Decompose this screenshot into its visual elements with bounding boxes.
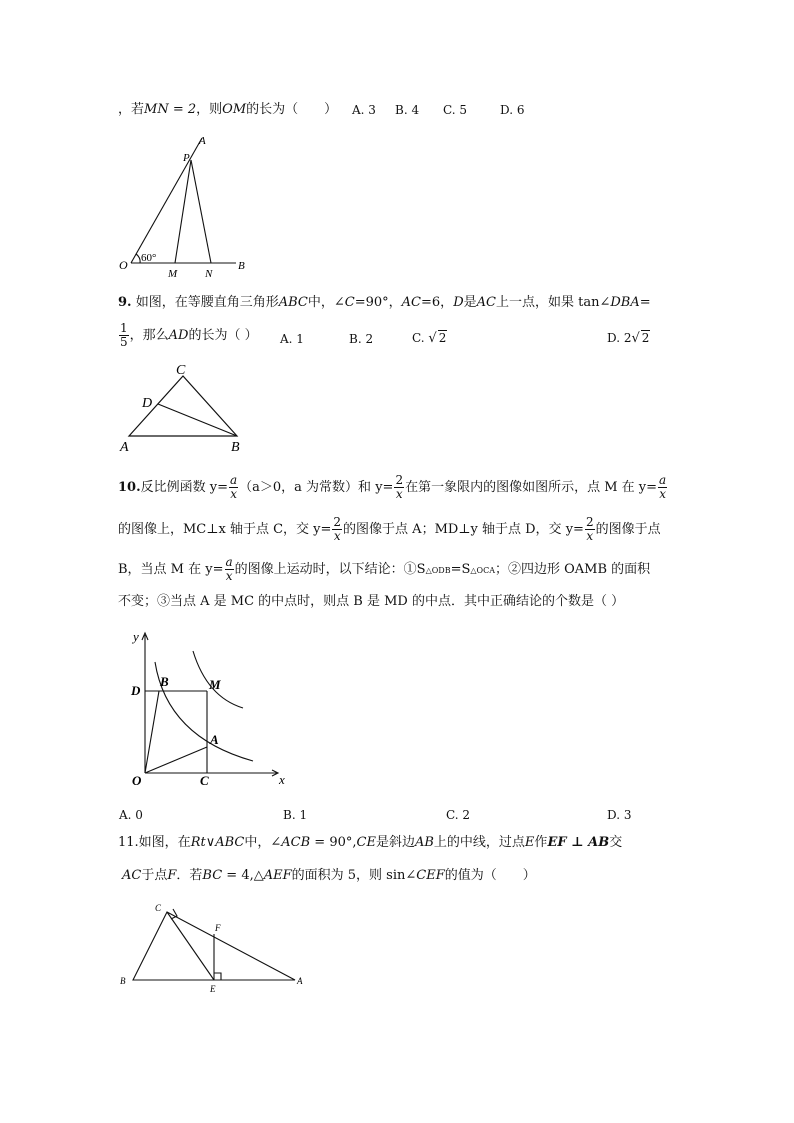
q11-t7: 于点 bbox=[141, 868, 168, 883]
q9-option-c-label: C. bbox=[412, 331, 429, 345]
q9-option-d-radicand: 2 bbox=[641, 331, 650, 345]
q10-option-b[interactable]: B. 1 bbox=[283, 808, 308, 822]
q10-frac-den: x bbox=[225, 569, 233, 583]
q11-label-a: A bbox=[297, 976, 303, 986]
q10-eq: =S bbox=[450, 562, 471, 577]
q10-frac-num: a bbox=[230, 473, 238, 487]
q10-label-c: C bbox=[200, 773, 209, 788]
q8-label-o: O bbox=[119, 258, 128, 272]
q10-frac-num: 2 bbox=[585, 515, 594, 529]
q10-line4: 不变；③当点 A 是 MC 的中点时，则点 B 是 MD 的中点．其中正确结论的个数是（ ） bbox=[118, 594, 625, 609]
q11-f: F bbox=[167, 868, 177, 883]
q8-segment-pm bbox=[175, 160, 191, 263]
q10-t1: 反比例函数 y= bbox=[140, 480, 228, 495]
q8-prefix: ，若 bbox=[118, 102, 145, 117]
q8-segment-pn bbox=[191, 160, 211, 263]
q8-mn: MN = 2 bbox=[144, 102, 197, 117]
q10-t2: （a＞0，a 为常数）和 y= bbox=[239, 480, 394, 495]
q10-frac-a-x-2 bbox=[658, 474, 667, 501]
q11-acb: ACB bbox=[281, 835, 311, 850]
q9-label-d: D bbox=[142, 396, 153, 411]
q10-line1 bbox=[118, 474, 668, 501]
q10-frac-num: 2 bbox=[395, 473, 404, 487]
q9-ac2: AC bbox=[476, 295, 496, 310]
q9-option-b[interactable]: B. 2 bbox=[349, 332, 374, 346]
q9-d: D bbox=[453, 295, 464, 310]
q10-option-d[interactable]: D. 3 bbox=[607, 808, 632, 822]
q11-rt: Rt bbox=[190, 835, 206, 850]
q8-om: OM bbox=[222, 102, 247, 117]
q10-frac-num: a bbox=[225, 555, 233, 569]
q8-option-d[interactable]: D. 6 bbox=[500, 103, 525, 117]
q9-label-b: B bbox=[231, 440, 240, 455]
q10-frac-den: x bbox=[586, 529, 594, 543]
q10-l2b: 的图像于点 A；MD⊥y 轴于点 D，交 y= bbox=[343, 522, 584, 537]
q11-t1: 中，∠ bbox=[244, 835, 282, 850]
q10-segment-oa bbox=[145, 747, 207, 773]
q11-bc: BC bbox=[202, 868, 223, 883]
q11-e: E bbox=[524, 835, 535, 850]
q11-t0: 11.如图，在 bbox=[118, 835, 191, 850]
q10-frac-num: a bbox=[659, 473, 667, 487]
q10-l2a: 的图像上，MC⊥x 轴于点 C，交 y= bbox=[118, 522, 332, 537]
q11-ab: AB bbox=[414, 835, 434, 850]
q10-number: 10. bbox=[118, 480, 141, 495]
q11-tri: ∨ bbox=[205, 835, 216, 850]
q9-label-c: C bbox=[176, 363, 186, 378]
q10-label-b: B bbox=[160, 674, 169, 689]
q11-t2: = 90°, bbox=[310, 835, 357, 850]
q10-frac-den: x bbox=[333, 529, 341, 543]
q11-cef: CEF bbox=[416, 868, 445, 883]
q10-sub1: △ODB bbox=[425, 566, 451, 575]
q10-frac-2-x-2 bbox=[332, 516, 342, 543]
q9-t4: =6， bbox=[421, 295, 454, 310]
q9-ac: AC bbox=[401, 295, 422, 310]
q9-abc: ABC bbox=[278, 295, 308, 310]
q9-t3: =90°， bbox=[354, 295, 402, 310]
q8-angle-arc bbox=[136, 254, 140, 263]
q10-label-a: A bbox=[210, 732, 219, 747]
q9-t1: 如图，在等腰直角三角形 bbox=[135, 295, 279, 310]
q10-label-y: y bbox=[133, 629, 139, 644]
q9-dba: DBA bbox=[610, 295, 640, 310]
q9-t7: = bbox=[639, 295, 651, 310]
q10-segment-ob bbox=[145, 691, 159, 773]
q10-frac-2-x-3 bbox=[585, 516, 595, 543]
q9-fraction bbox=[119, 322, 129, 349]
q11-aef: AEF bbox=[263, 868, 292, 883]
q9-option-c[interactable]: C. √ 2 bbox=[412, 331, 447, 346]
q9-frac-num: 1 bbox=[120, 321, 128, 335]
q10-label-o: O bbox=[132, 773, 142, 788]
q11-t9: = 4,△ bbox=[222, 868, 264, 883]
q10-sub2: △OCA bbox=[470, 566, 495, 575]
q10-t3: 在第一象限内的图像如图所示，点 M 在 y= bbox=[405, 480, 658, 495]
q8-label-n: N bbox=[205, 268, 213, 280]
q9-number: 9. bbox=[118, 295, 132, 310]
q11-t8: ．若 bbox=[176, 868, 203, 883]
q11-abc: ABC bbox=[215, 835, 245, 850]
q9-t9: 的长为（ ） bbox=[188, 328, 258, 343]
q11-label-b: B bbox=[120, 976, 126, 986]
q10-option-a[interactable]: A. 0 bbox=[119, 808, 143, 822]
q10-l3c: ；②四边形 OAMB 的面积 bbox=[495, 562, 651, 577]
q10-label-x: x bbox=[279, 772, 285, 787]
q11-t6: 交 bbox=[609, 835, 623, 850]
q10-line2 bbox=[118, 516, 661, 543]
q9-option-d-label: D. 2 bbox=[607, 331, 632, 345]
q10-l2c: 的图像于点 bbox=[595, 522, 661, 537]
q11-t10: 的面积为 5，则 sin∠ bbox=[291, 868, 417, 883]
q10-frac-a-x-3 bbox=[225, 556, 234, 583]
q11-segment-ce bbox=[167, 912, 214, 980]
q10-frac-2-x-1 bbox=[394, 474, 404, 501]
q9-label-a: A bbox=[120, 440, 129, 455]
q11-label-f: F bbox=[215, 923, 221, 933]
q11-line2 bbox=[122, 867, 536, 885]
q8-label-b: B bbox=[238, 260, 245, 272]
q10-frac-den: x bbox=[230, 487, 237, 501]
q9-t6: 上一点，如果 tan∠ bbox=[495, 295, 611, 310]
q9-segment-db bbox=[158, 404, 237, 436]
q10-frac-a-x-1 bbox=[229, 474, 238, 501]
q9-option-d[interactable]: D. 2√ 2 bbox=[607, 331, 650, 346]
q8-option-a[interactable]: A. 3 bbox=[352, 103, 376, 117]
q8-figure bbox=[110, 130, 260, 280]
q11-efab: EF ⊥ AB bbox=[547, 835, 610, 850]
q9-t8: ，那么 bbox=[129, 328, 169, 343]
q9-option-a[interactable]: A. 1 bbox=[280, 332, 304, 346]
q11-ac: AC bbox=[122, 868, 142, 883]
q9-frac-den: 5 bbox=[120, 335, 128, 349]
q11-t4: 上的中线，过点 bbox=[433, 835, 525, 850]
q10-l3a: B，当点 M 在 y= bbox=[118, 562, 224, 577]
q11-label-c: C bbox=[155, 903, 162, 913]
q10-l3b: 的图像上运动时，以下结论：①S bbox=[234, 562, 426, 577]
q11-ce: CE bbox=[356, 835, 376, 850]
q9-ad: AD bbox=[168, 328, 189, 343]
q8-option-b[interactable]: B. 4 bbox=[395, 103, 420, 117]
q10-line3 bbox=[118, 556, 650, 583]
q9-t2: 中，∠ bbox=[307, 295, 345, 310]
q8-option-c[interactable]: C. 5 bbox=[443, 103, 468, 117]
q11-label-e: E bbox=[210, 984, 216, 994]
q11-t11: 的值为（ ） bbox=[444, 868, 536, 883]
q8-ray-oa bbox=[131, 138, 202, 263]
q9-figure bbox=[115, 360, 255, 456]
q8-suffix: 的长为（ ） bbox=[246, 102, 338, 117]
q10-frac-den: x bbox=[659, 487, 666, 501]
q10-frac-den: x bbox=[395, 487, 403, 501]
q9-t5: 是 bbox=[463, 295, 477, 310]
q10-figure bbox=[125, 625, 295, 790]
q9-c: C bbox=[344, 295, 355, 310]
q9-line2 bbox=[118, 322, 258, 349]
q8-label-p: P bbox=[183, 152, 190, 164]
q8-text bbox=[118, 101, 337, 119]
q8-label-a: A bbox=[199, 135, 206, 147]
q10-option-c[interactable]: C. 2 bbox=[446, 808, 471, 822]
q11-t3: 是斜边 bbox=[375, 835, 415, 850]
q8-mid: ，则 bbox=[196, 102, 223, 117]
q10-frac-num: 2 bbox=[333, 515, 342, 529]
q11-right-angle-e bbox=[214, 973, 221, 980]
q9-option-c-radicand: 2 bbox=[438, 331, 447, 345]
q8-label-angle: 60° bbox=[141, 252, 157, 264]
q11-line1 bbox=[118, 834, 622, 852]
q10-label-m: M bbox=[209, 677, 221, 692]
q11-figure bbox=[115, 898, 315, 998]
q8-label-m: M bbox=[168, 268, 178, 280]
q9-line1 bbox=[118, 294, 651, 312]
q11-t5: 作 bbox=[534, 835, 548, 850]
q10-label-d: D bbox=[131, 683, 141, 698]
